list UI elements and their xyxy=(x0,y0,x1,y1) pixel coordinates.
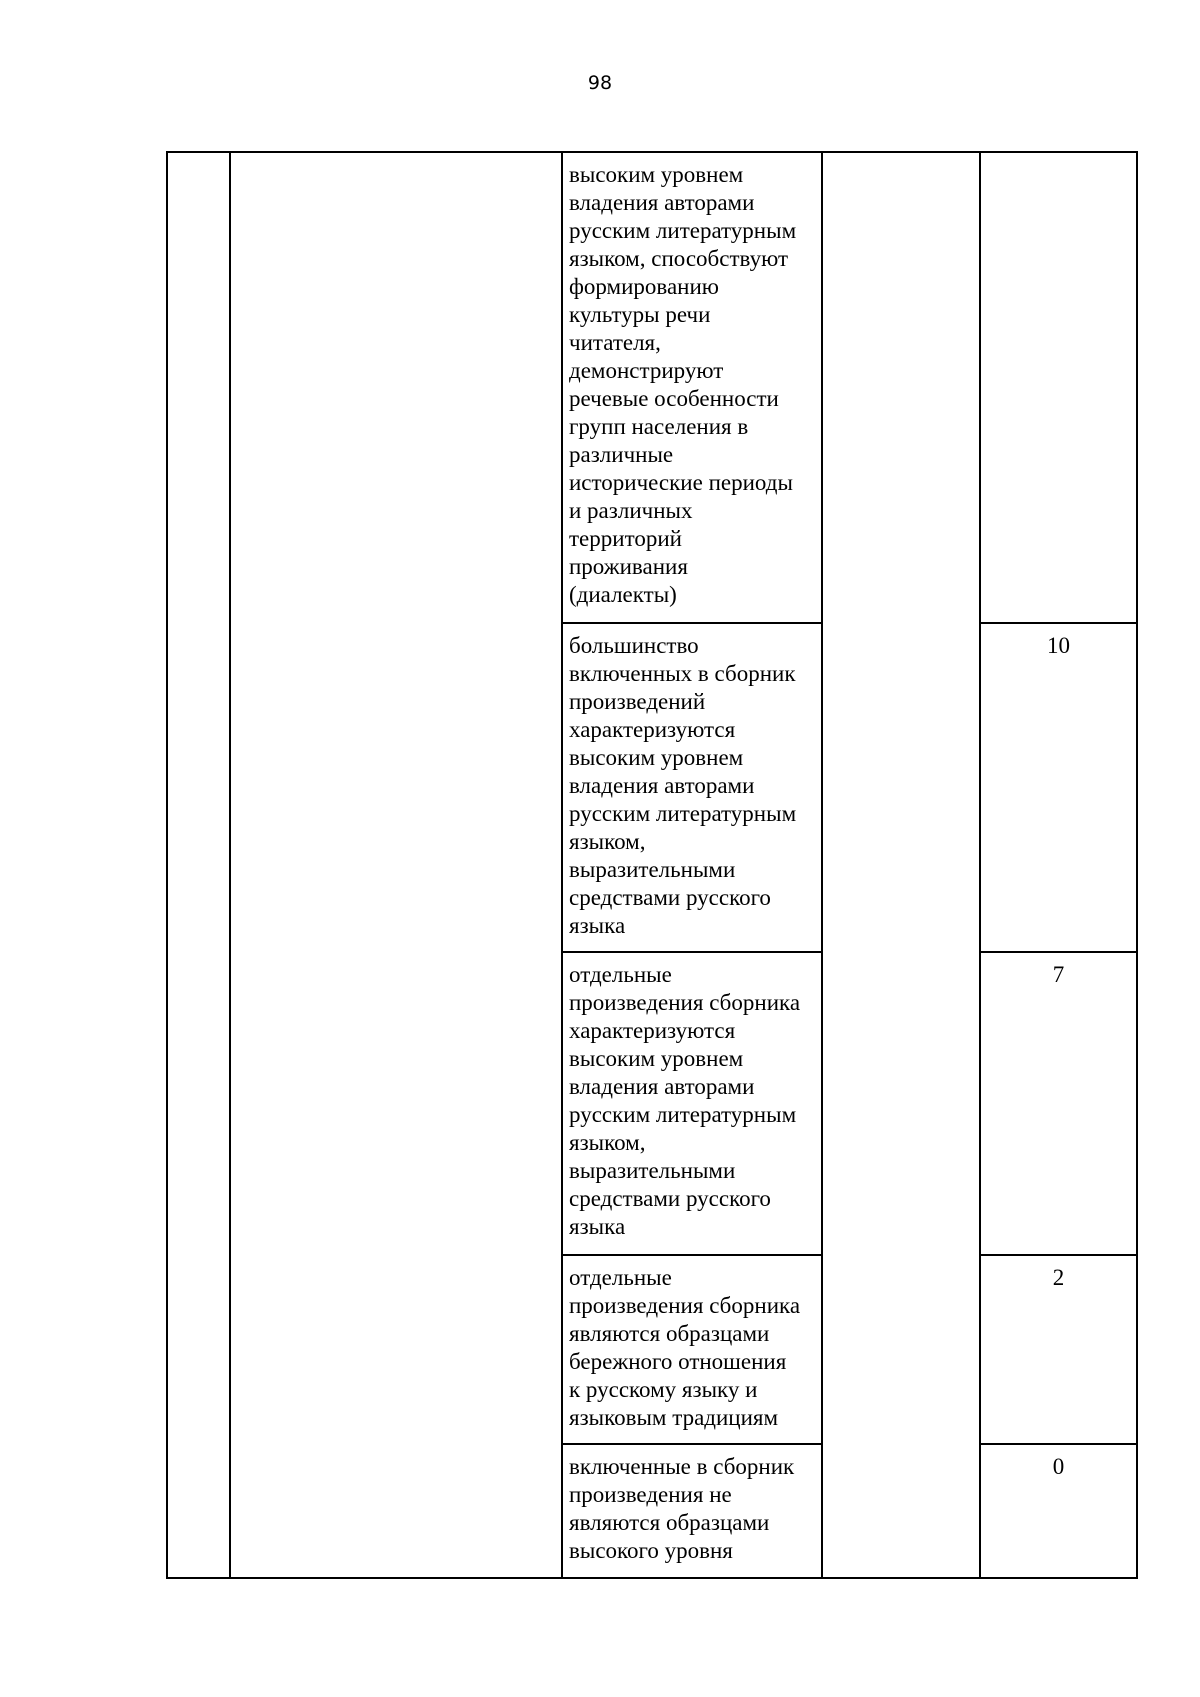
criterion-name-cell xyxy=(230,152,562,1578)
score-cell: 7 xyxy=(980,952,1137,1255)
level-description-cell: отдельные произведения сборника являются образцами бережного отношения к русскому языку и языковым традициям xyxy=(562,1255,822,1444)
indicator-cell xyxy=(822,152,980,1578)
number-cell xyxy=(167,152,230,1578)
table-row xyxy=(167,152,1137,623)
level-description-cell: большинство включенных в сборник произведений характеризуются высоким уровнем владения авторами русским литературным языком, выразительными средствами русского языка xyxy=(562,623,822,952)
criteria-table xyxy=(166,151,1138,1579)
page-number: 98 xyxy=(587,72,613,94)
level-description-cell: отдельные произведения сборника характеризуются высоким уровнем владения авторами русским литературным языком, выразительными средствами русского языка xyxy=(562,952,822,1255)
score-cell: 0 xyxy=(980,1444,1137,1578)
score-cell: 2 xyxy=(980,1255,1137,1444)
level-description-cell: включенные в сборник произведения не являются образцами высокого уровня xyxy=(562,1444,822,1578)
level-description-cell: высоким уровнем владения авторами русским литературным языком, способствуют формированию культуры речи читателя, демонстрируют речевые особенности групп населения в различные исторические периоды и различных территорий проживания (диалекты) xyxy=(562,152,822,623)
score-cell: 10 xyxy=(980,623,1137,952)
score-cell xyxy=(980,152,1137,623)
